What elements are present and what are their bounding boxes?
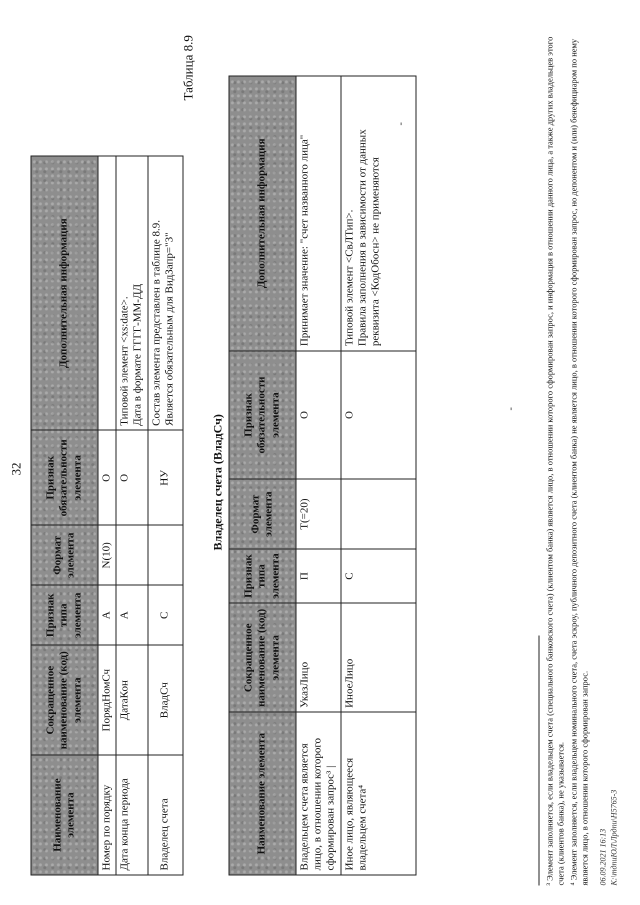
print-stamp-date: 06.09.2021 16:13 [598, 828, 607, 885]
table-cell: T(=20) [296, 479, 341, 549]
table-cell: Типовой элемент <СвЛТип>. Правила заполнения в зависимости от данных реквизита <КодОбосн> не применяются [340, 76, 415, 351]
table-bottom [228, 75, 416, 875]
footnote-3: ³ Элемент заполняется, если владельцем счета (специального банковского счета) (клиентом банка) является лицо, в отношении которого сформирован запрос, и информация в отношении данного лица, а также других владельцев этого счета (клиентов банка), не указывается. [544, 36, 565, 885]
table-cell: ПорядНомСч [98, 645, 116, 755]
header-cell: Признак обязательности элемента [31, 430, 98, 525]
table-label: Таблица 8.9 [180, 34, 195, 100]
table-cell: О [98, 430, 116, 525]
table-row [98, 156, 116, 875]
table-cell [98, 156, 116, 430]
print-stamp-path: К:\тдпиЮЛ\Лрдпи\Н5765-3 [609, 789, 618, 885]
footnote-4: ⁴ Элемент заполняется, если владельцем номинального счета, счета эскроу, публичного депозитного счета (клиентом банка) не является лицо, в отношении которого сформирован запрос, но депонентом и (или) бенефициаром по нему является лицо, в отношении которого сформирован запрос. [568, 38, 589, 885]
table-cell: Номер по порядку [98, 755, 116, 875]
table-cell: Принимает значение: "счет названного лица" [296, 76, 341, 351]
table-cell: Владелец счета [147, 755, 182, 875]
table-caption: Владелец счета (ВладСч) [210, 413, 224, 550]
scan-mark: - [395, 121, 406, 125]
table-cell: НУ [147, 430, 182, 525]
header-cell: Дополнительная информация [31, 156, 98, 430]
table-cell: Типовой элемент <xs:date>. Дата в формате ГГГГ-ММ-ДД [116, 156, 147, 430]
table-cell [116, 525, 147, 585]
header-cell: Признак обязательности элемента [229, 350, 296, 479]
table-row [116, 156, 147, 875]
scan-mark: - [505, 406, 516, 410]
page-number: 32 [8, 462, 23, 475]
table-cell: О [116, 430, 147, 525]
table-cell: ВладСч [147, 645, 182, 755]
table-cell: О [296, 350, 341, 479]
table-top [30, 155, 183, 875]
header-cell: Дополнительная информация [229, 76, 296, 351]
footnote-separator [538, 635, 539, 885]
table-cell: N(10) [98, 525, 116, 585]
header-cell: Формат элемента [229, 479, 296, 549]
table-row [147, 156, 182, 875]
table-row [296, 76, 341, 875]
table-top-header-row [31, 156, 98, 875]
table-cell: Состав элемента представлен в таблице 8.9. Является обязательным для ВидЗапр="3" [147, 156, 182, 430]
header-cell: Наименование элемента [31, 755, 98, 875]
table-cell: Иное лицо, являющееся владельцем счета⁴ [340, 712, 415, 875]
table-cell: А [98, 585, 116, 645]
table-bottom-header-row [229, 76, 296, 875]
header-cell: Наименование элемента [229, 712, 296, 875]
header-cell: Формат элемента [31, 525, 98, 585]
table-cell: Владельцем счета является лицо, в отношении которого сформирован запрос³ | [296, 712, 341, 875]
table-cell: ДатаКон [116, 645, 147, 755]
table-cell: ИноеЛицо [340, 603, 415, 712]
table-cell: П [296, 548, 341, 602]
table-cell: Дата конца периода [116, 755, 147, 875]
table-cell [147, 525, 182, 585]
table-cell: С [340, 548, 415, 602]
table-cell [340, 479, 415, 549]
table-row [340, 76, 415, 875]
table-cell: О [340, 350, 415, 479]
header-cell: Сокращенное наименование (код) элемента [229, 603, 296, 712]
table-cell: С [147, 585, 182, 645]
table-cell: УказЛицо [296, 603, 341, 712]
header-cell: Признак типа элемента [229, 548, 296, 602]
table-cell: А [116, 585, 147, 645]
header-cell: Признак типа элемента [31, 585, 98, 645]
header-cell: Сокращенное наименование (код) элемента [31, 645, 98, 755]
